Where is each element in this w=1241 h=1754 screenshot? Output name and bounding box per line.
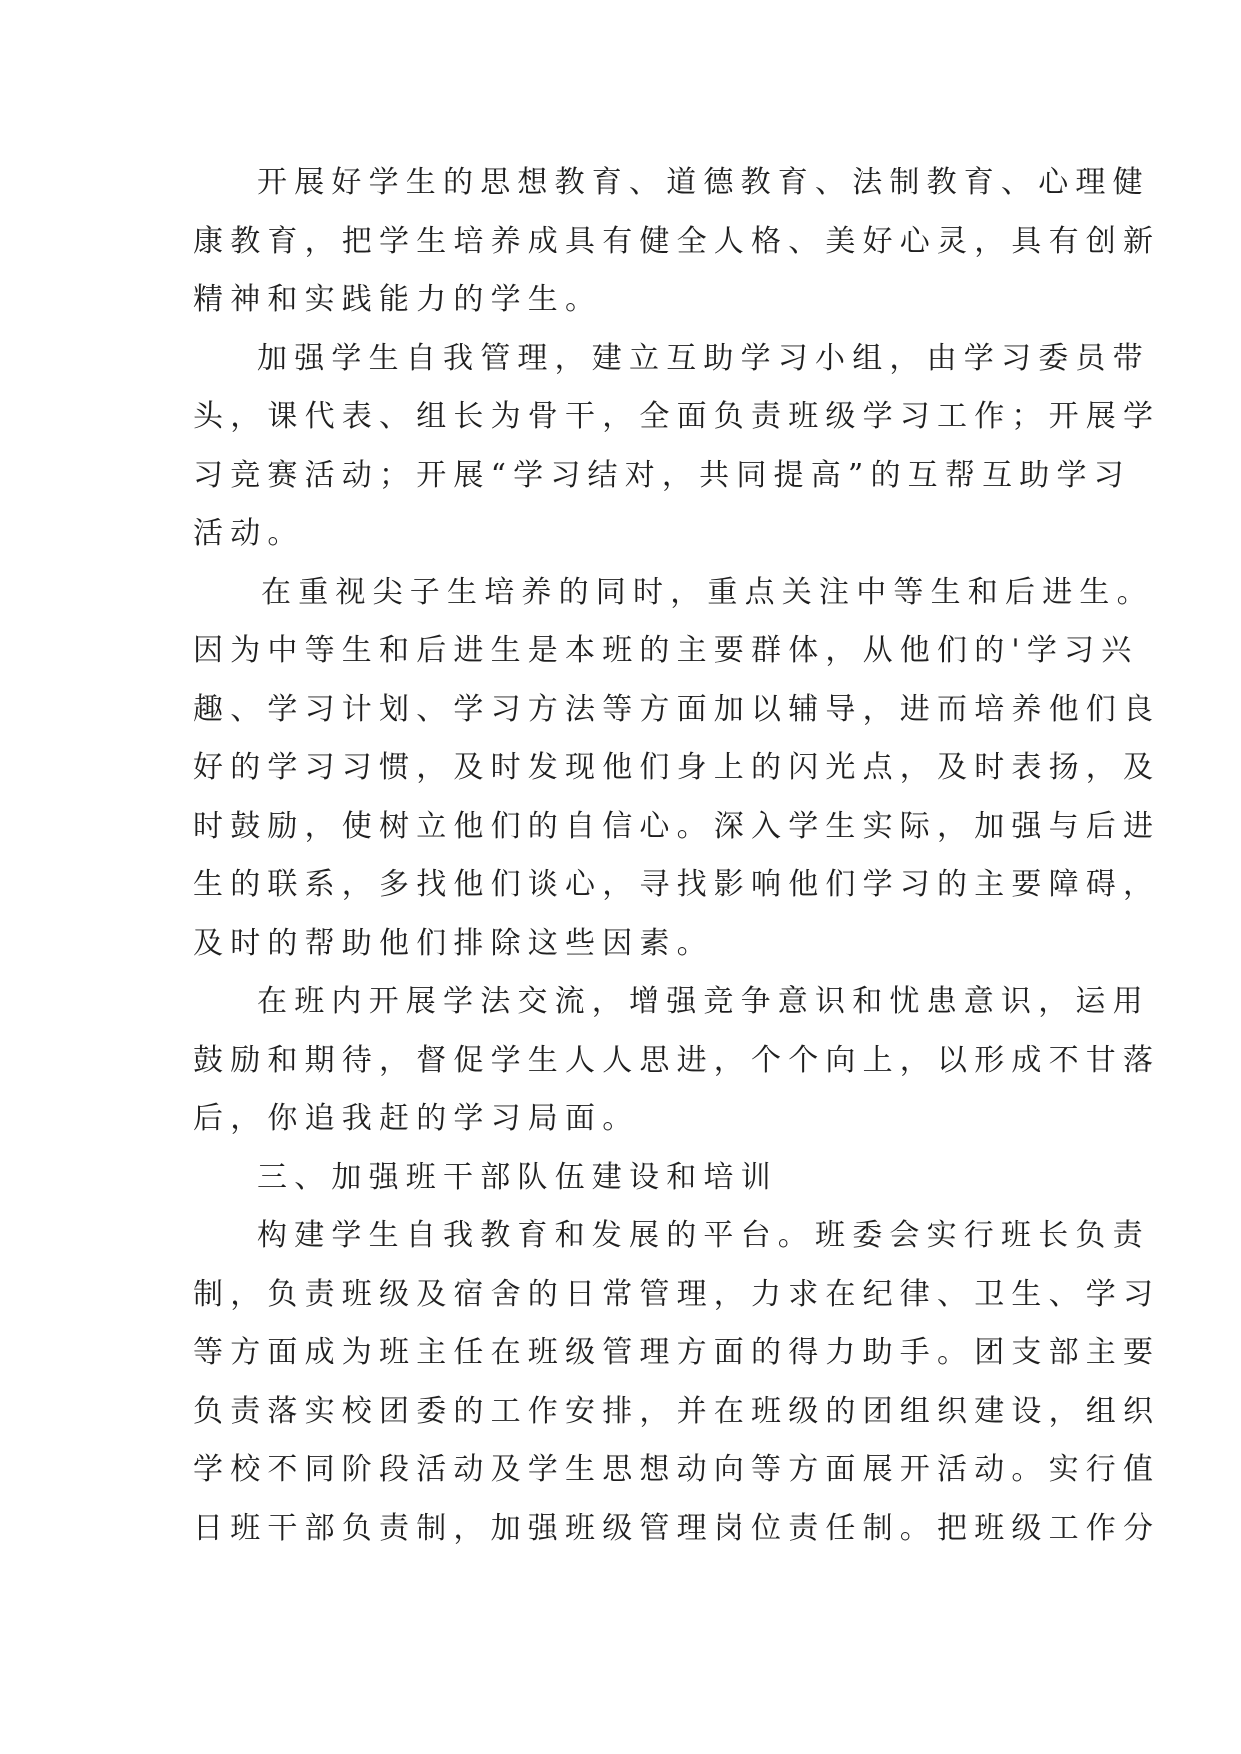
paragraph-line: 时鼓励，使树立他们的自信心。深入学生实际，加强与后进 xyxy=(193,808,1161,844)
paragraph-line: 好的学习习惯，及时发现他们身上的闪光点，及时表扬，及 xyxy=(193,750,1161,785)
paragraph-line: 加强学生自我管理，建立互助学习小组，由学习委员带 xyxy=(257,340,1150,376)
paragraph-line: 负责落实校团委的工作安排，并在班级的团组织建设，组织 xyxy=(193,1393,1161,1429)
paragraph-line: 鼓励和期待，督促学生人人思进，个个向上，以形成不甘落 xyxy=(193,1042,1161,1078)
paragraph-line: 活动。 xyxy=(193,516,305,551)
paragraph-line: 学校不同阶段活动及学生思想动向等方面展开活动。实行值 xyxy=(193,1452,1161,1487)
paragraph-line: 头，课代表、组长为骨干，全面负责班级学习工作；开展学 xyxy=(193,399,1161,434)
paragraph-line: 开展好学生的思想教育、道德教育、法制教育、心理健 xyxy=(257,165,1150,200)
paragraph-line: 在重视尖子生培养的同时，重点关注中等生和后进生。 xyxy=(261,574,1154,610)
paragraph-line: 在班内开展学法交流，增强竞争意识和忧患意识，运用 xyxy=(257,984,1150,1019)
document-body xyxy=(193,154,1161,1558)
paragraph-line: 构建学生自我教育和发展的平台。班委会实行班长负责 xyxy=(257,1218,1150,1253)
paragraph-line: 习竞赛活动；开展“学习结对，共同提高”的互帮互助学习 xyxy=(193,457,1131,493)
paragraph-line: 制，负责班级及宿舍的日常管理，力求在纪律、卫生、学习 xyxy=(193,1276,1161,1312)
paragraph-line: 生的联系，多找他们谈心，寻找影响他们学习的主要障碍， xyxy=(193,867,1161,902)
paragraph-line: 及时的帮助他们排除这些因素。 xyxy=(193,925,714,961)
paragraph-line: 日班干部负责制，加强班级管理岗位责任制。把班级工作分 xyxy=(193,1510,1161,1546)
paragraph-line: 康教育，把学生培养成具有健全人格、美好心灵，具有创新 xyxy=(193,223,1161,259)
paragraph-line: 等方面成为班主任在班级管理方面的得力助手。团支部主要 xyxy=(193,1335,1161,1370)
paragraph-line: 因为中等生和后进生是本班的主要群体，从他们的'学习兴 xyxy=(193,633,1139,668)
paragraph-line: 后，你追我赶的学习局面。 xyxy=(193,1101,640,1136)
paragraph-line: 精神和实践能力的学生。 xyxy=(193,282,603,317)
section-heading: 三、加强班干部队伍建设和培训 xyxy=(257,1159,778,1195)
paragraph-line: 趣、学习计划、学习方法等方面加以辅导，进而培养他们良 xyxy=(193,691,1161,727)
